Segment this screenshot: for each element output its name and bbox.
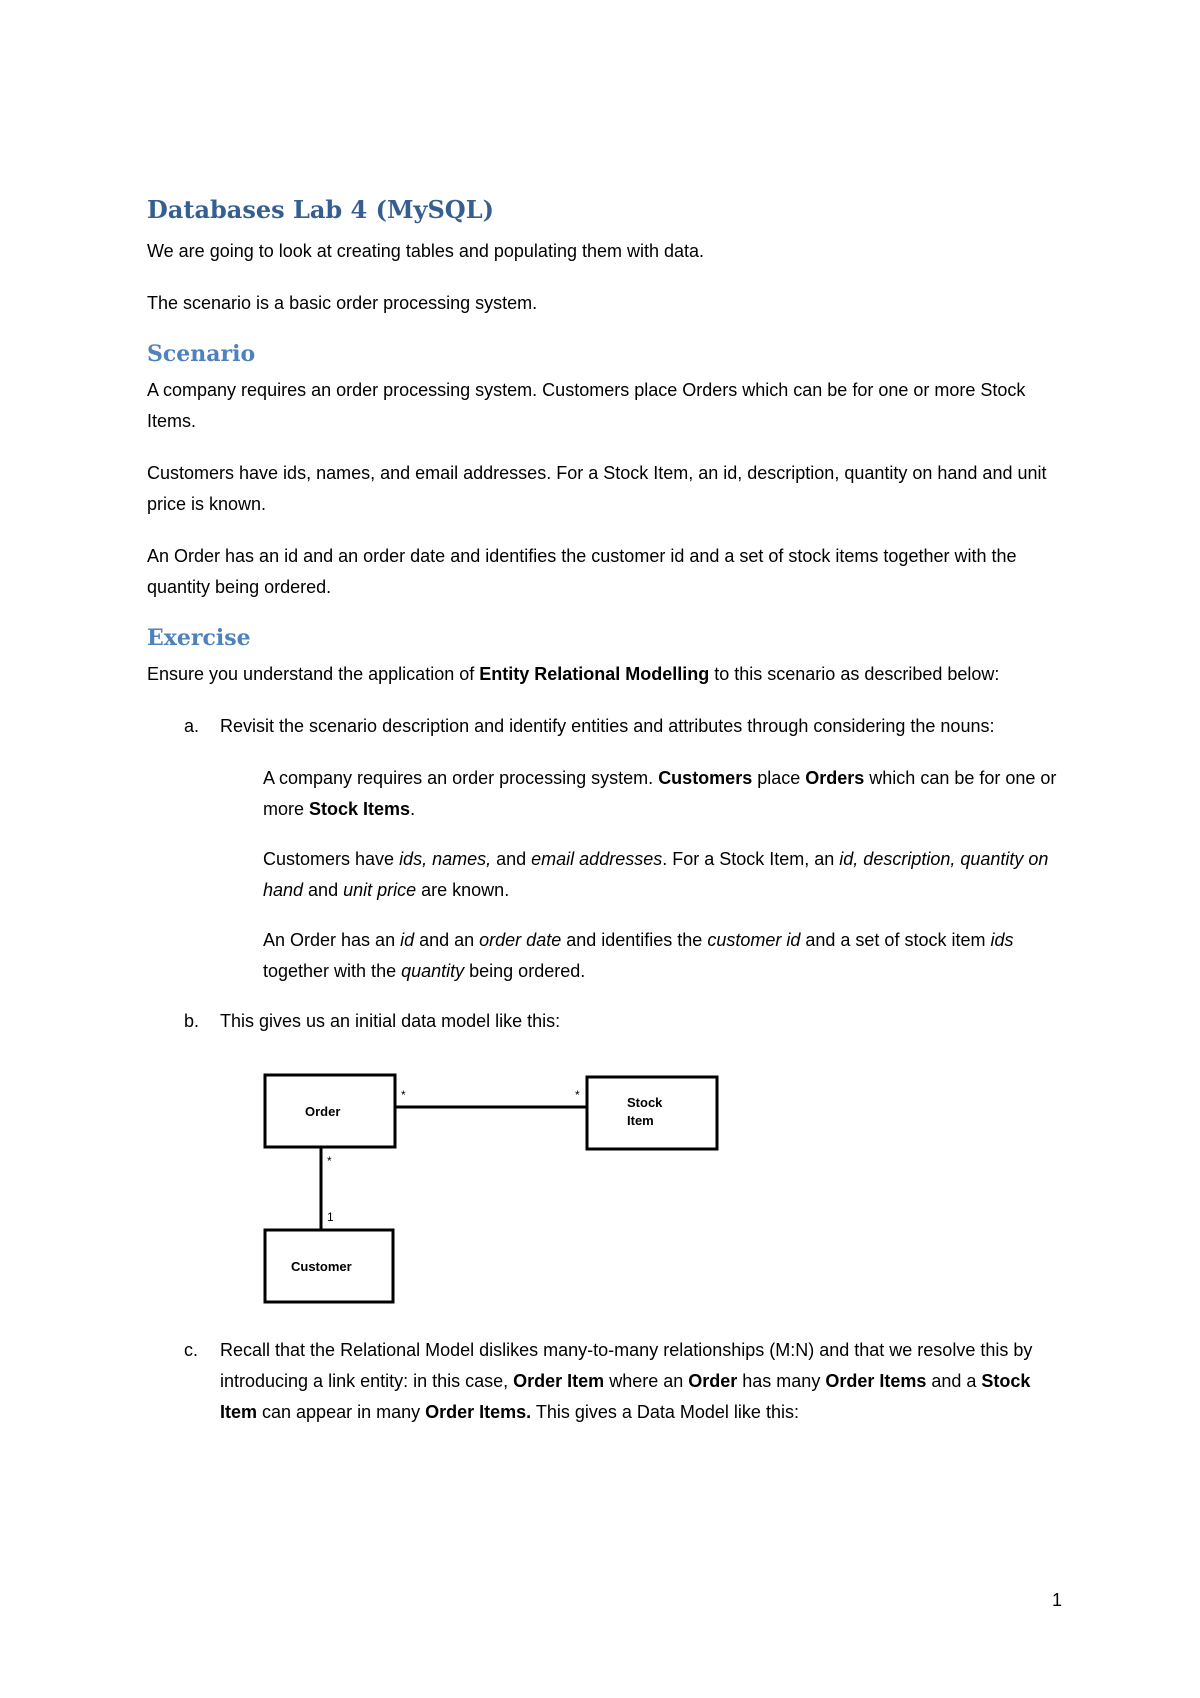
q1-text: . bbox=[410, 799, 416, 819]
q3-italic: customer id bbox=[707, 930, 801, 950]
q3-text: being ordered. bbox=[464, 961, 586, 981]
q1-text: which can be for one or more bbox=[263, 768, 1057, 819]
q1-bold-customers: Customers bbox=[658, 768, 753, 788]
q3-italic: order date bbox=[479, 930, 562, 950]
stock-item-label-line1: Stock bbox=[627, 1095, 663, 1110]
q1-text: place bbox=[752, 768, 806, 788]
q3-text: and a set of stock item bbox=[800, 930, 991, 950]
exercise-steps-3 bbox=[147, 1335, 1067, 1428]
q2-text: are known. bbox=[416, 880, 510, 900]
exercise-heading: Exercise bbox=[147, 625, 251, 651]
q2-italic: ids, names, bbox=[399, 849, 492, 869]
order-customer-cardinality-top: * bbox=[327, 1154, 332, 1168]
exercise-steps-2 bbox=[147, 1006, 1067, 1037]
order-customer-cardinality-bottom: 1 bbox=[327, 1210, 334, 1224]
step-b bbox=[147, 1006, 1067, 1037]
c-text: This gives a Data Model like this: bbox=[531, 1402, 799, 1422]
quote-paragraph-1 bbox=[263, 763, 1067, 825]
c-bold-order-items: Order Items bbox=[825, 1371, 927, 1391]
step-b-text: This gives us an initial data model like this: bbox=[220, 1011, 561, 1031]
q2-text: and bbox=[303, 880, 344, 900]
q3-text: and identifies the bbox=[561, 930, 708, 950]
q1-text: A company requires an order processing system. bbox=[263, 768, 659, 788]
quote-paragraph-2 bbox=[263, 844, 1067, 906]
order-stock-cardinality-right: * bbox=[575, 1088, 580, 1102]
order-entity-label: Order bbox=[305, 1104, 341, 1119]
q2-italic: email addresses bbox=[531, 849, 663, 869]
page-number: 1 bbox=[1051, 1590, 1062, 1610]
document-title: Databases Lab 4 (MySQL) bbox=[147, 195, 494, 224]
exercise-intro bbox=[147, 659, 1067, 690]
intro-paragraph-2: The scenario is a basic order processing system. bbox=[147, 293, 538, 313]
scenario-paragraph-2: Customers have ids, names, and email addresses. For a Stock Item, an id, description, quantity on hand and unit price is known. bbox=[147, 463, 1047, 514]
quote-paragraph-3 bbox=[263, 925, 1067, 987]
step-c-marker: c. bbox=[184, 1340, 199, 1360]
c-text: has many bbox=[737, 1371, 826, 1391]
q2-text: Customers have bbox=[263, 849, 400, 869]
q1-bold-stock-items: Stock Items bbox=[309, 799, 411, 819]
c-text: Recall that the Relational Model dislikes many-to-many relationships (M:N) and that we resolve this by introducing a link entity: in this case, bbox=[220, 1340, 1033, 1391]
step-a-text: Revisit the scenario description and identify entities and attributes through considering the nouns: bbox=[220, 716, 995, 736]
q1-bold-orders: Orders bbox=[805, 768, 865, 788]
initial-data-model-diagram bbox=[147, 1065, 807, 1305]
q2-italic: id, description, quantity on hand bbox=[263, 849, 1049, 900]
q3-italic: id bbox=[400, 930, 415, 950]
exercise-steps bbox=[147, 711, 1067, 742]
c-bold-order-items-2: Order Items. bbox=[425, 1402, 532, 1422]
q2-text: . For a Stock Item, an bbox=[662, 849, 840, 869]
step-c-text bbox=[220, 1340, 1032, 1422]
c-text: and a bbox=[926, 1371, 982, 1391]
nouns-quote bbox=[263, 763, 1067, 987]
q2-italic: unit price bbox=[343, 880, 417, 900]
stock-item-label-line2: Item bbox=[627, 1113, 654, 1128]
c-bold-stock-item: Stock Item bbox=[220, 1371, 1031, 1422]
step-b-marker: b. bbox=[184, 1011, 200, 1031]
customer-entity-label: Customer bbox=[291, 1259, 352, 1274]
scenario-paragraph-3: An Order has an id and an order date and identifies the customer id and a set of stock items together with the quantity being ordered. bbox=[147, 546, 1017, 597]
exercise-intro-text-end: to this scenario as described below: bbox=[709, 664, 1000, 684]
q3-text: An Order has an bbox=[263, 930, 401, 950]
scenario-heading: Scenario bbox=[147, 341, 256, 367]
q3-text: together with the bbox=[263, 961, 402, 981]
exercise-intro-bold: Entity Relational Modelling bbox=[479, 664, 710, 684]
c-bold-order-item: Order Item bbox=[513, 1371, 605, 1391]
exercise-intro-text: Ensure you understand the application of bbox=[147, 664, 480, 684]
step-a-marker: a. bbox=[184, 716, 200, 736]
q3-text: and an bbox=[414, 930, 480, 950]
step-c bbox=[147, 1335, 1067, 1428]
page-content bbox=[147, 195, 1067, 1449]
step-a bbox=[147, 711, 1067, 742]
c-text: can appear in many bbox=[257, 1402, 426, 1422]
q3-italic: ids bbox=[990, 930, 1014, 950]
intro-paragraph-1: We are going to look at creating tables and populating them with data. bbox=[147, 241, 705, 261]
c-text: where an bbox=[604, 1371, 689, 1391]
scenario-paragraph-1: A company requires an order processing system. Customers place Orders which can be for one or more Stock Items. bbox=[147, 380, 1026, 431]
q2-text: and bbox=[491, 849, 532, 869]
q3-italic: quantity bbox=[401, 961, 465, 981]
c-bold-order: Order bbox=[688, 1371, 738, 1391]
order-stock-cardinality-left: * bbox=[401, 1088, 406, 1102]
data-model-svg bbox=[147, 1065, 807, 1305]
